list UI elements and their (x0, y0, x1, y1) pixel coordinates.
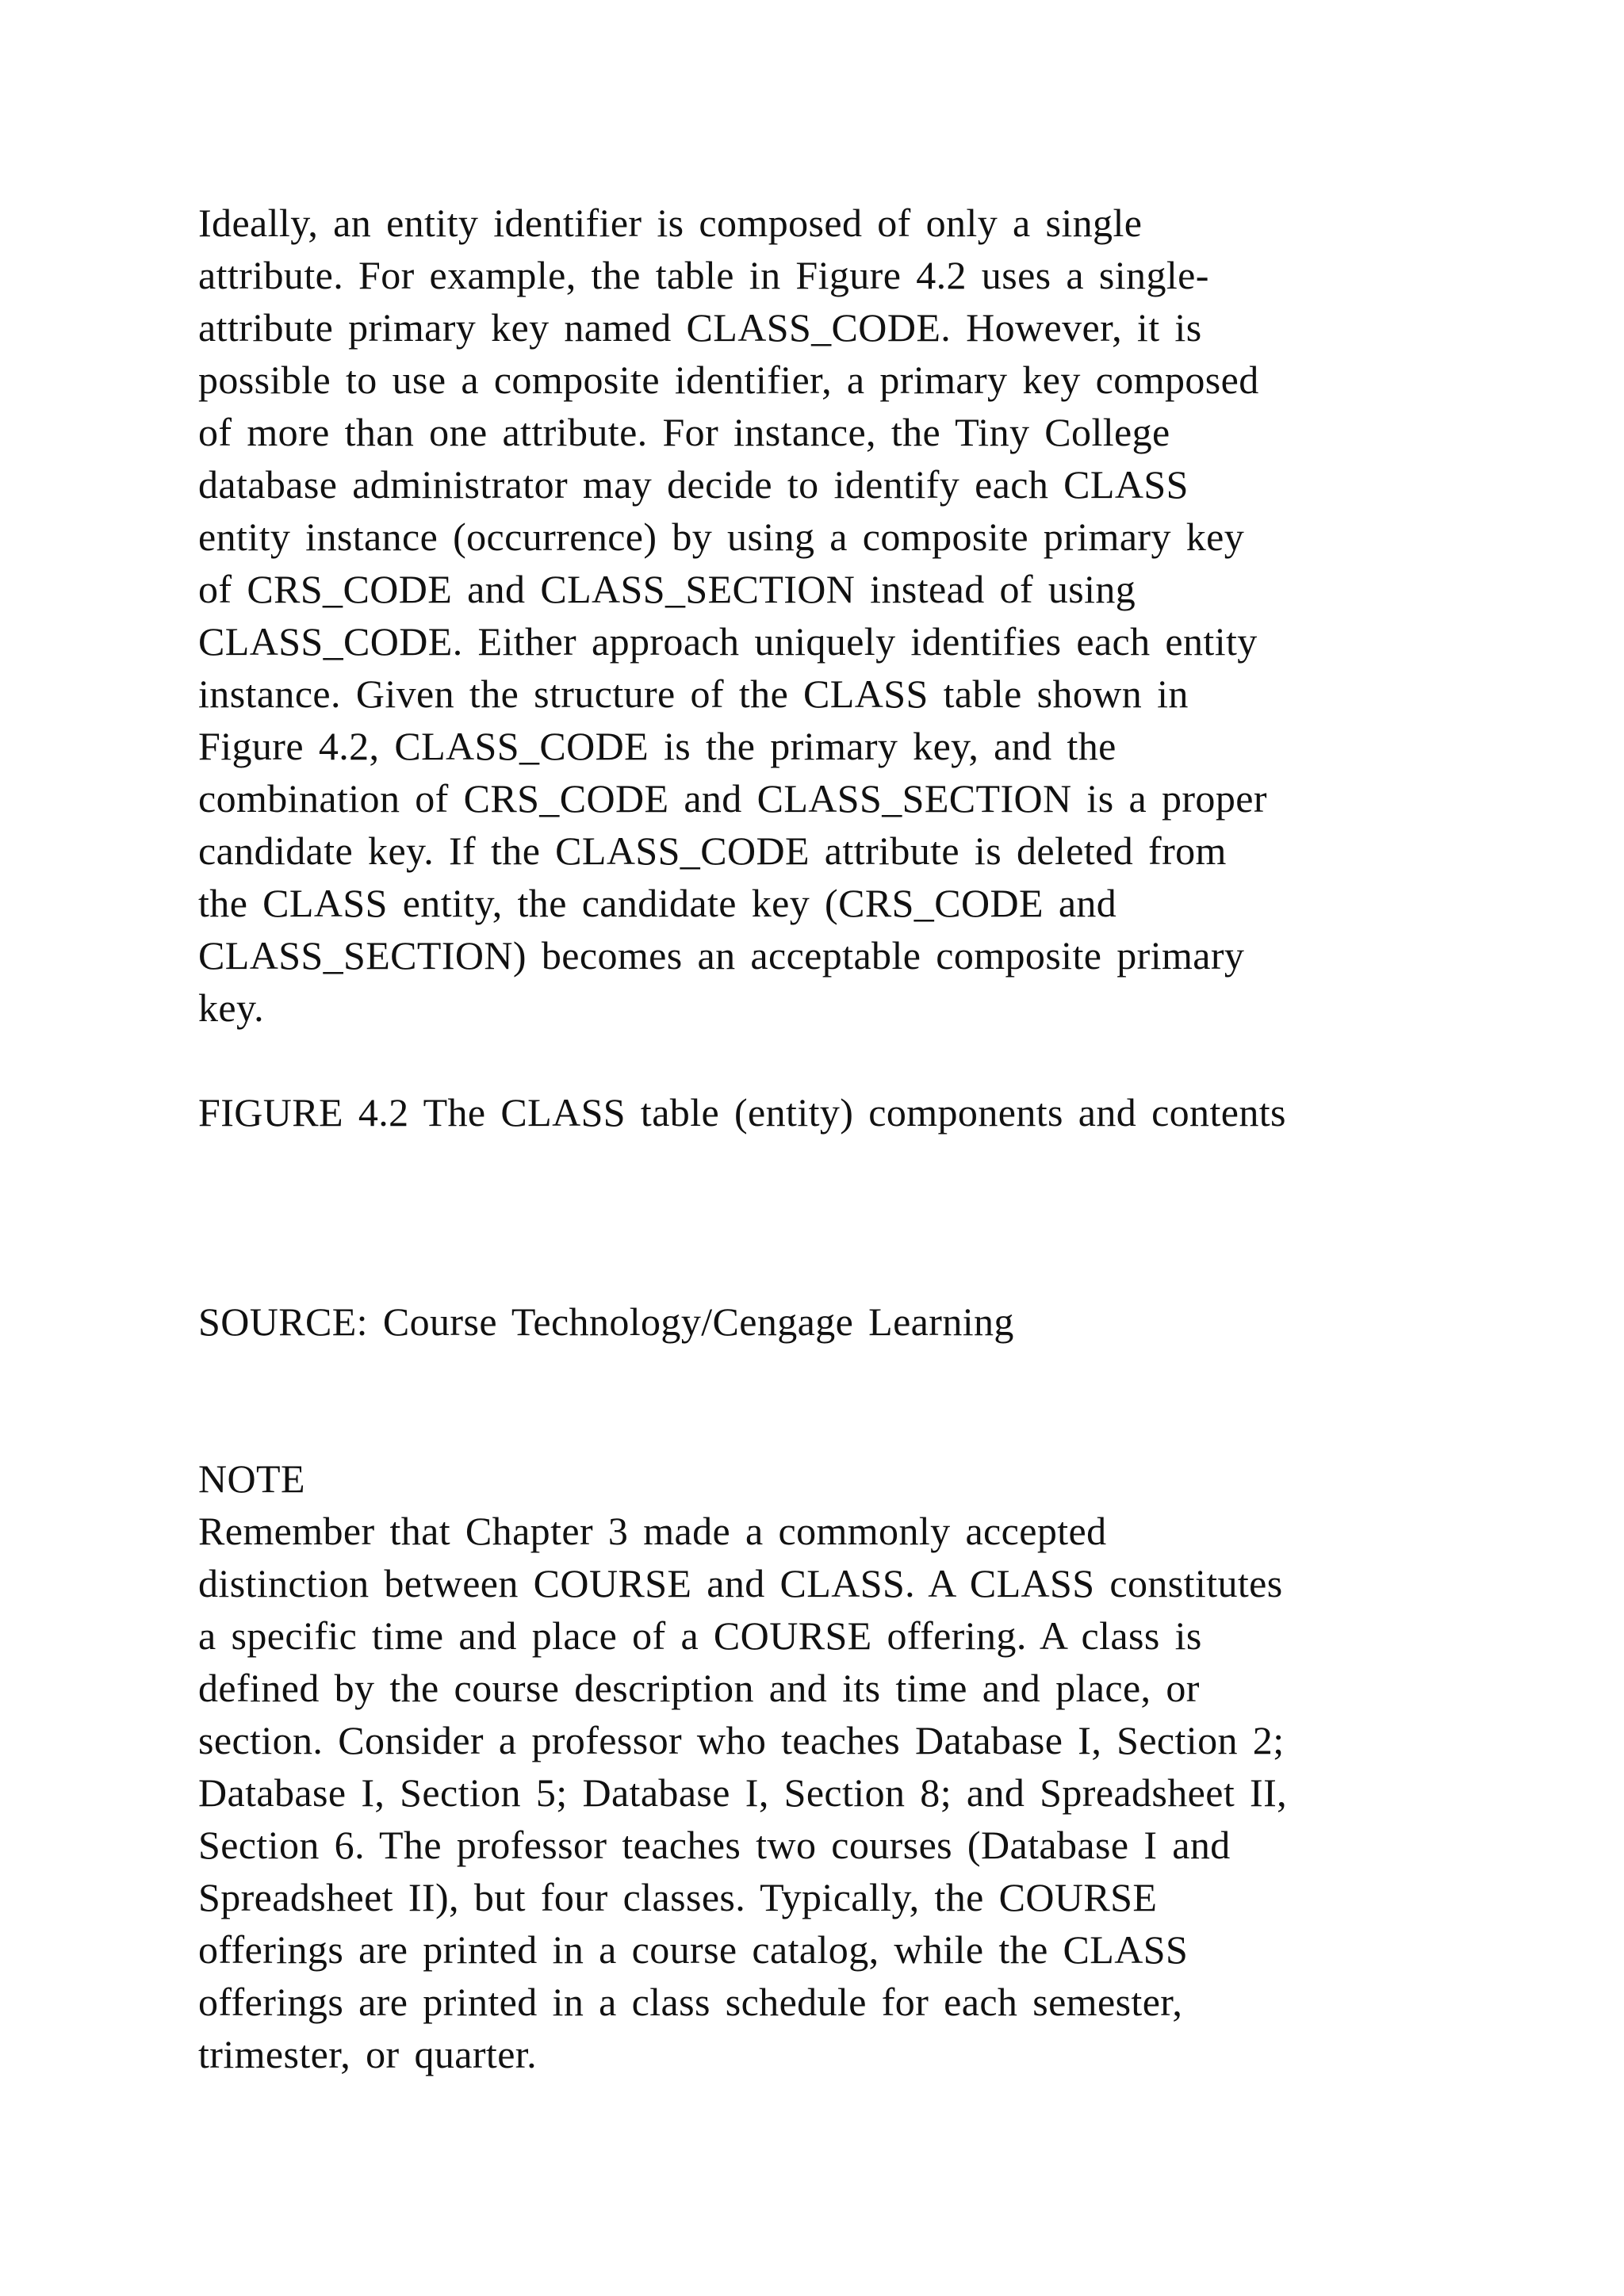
figure-caption: FIGURE 4.2 The CLASS table (entity) components and contents (198, 1090, 1286, 1135)
paragraph-line: CLASS_CODE. Either approach uniquely identifies each entity (198, 619, 1258, 664)
note-heading: NOTE (198, 1456, 305, 1501)
paragraph-line: entity instance (occurrence) by using a composite primary key (198, 515, 1245, 559)
note-line: section. Consider a professor who teaches Database I, Section 2; (198, 1718, 1285, 1762)
paragraph-line: possible to use a composite identifier, a primary key composed (198, 358, 1259, 402)
note-line: Spreadsheet II), but four classes. Typically, the COURSE (198, 1875, 1158, 1919)
note-line: a specific time and place of a COURSE offering. A class is (198, 1613, 1202, 1658)
note-line: Remember that Chapter 3 made a commonly accepted (198, 1509, 1107, 1553)
paragraph-line: CLASS_SECTION) becomes an acceptable composite primary (198, 933, 1245, 978)
figure-source: SOURCE: Course Technology/Cengage Learning (198, 1299, 1014, 1344)
paragraph-line: key. (198, 985, 265, 1030)
paragraph-line: Figure 4.2, CLASS_CODE is the primary key, and the (198, 724, 1116, 768)
note-line: defined by the course description and its time and place, or (198, 1666, 1200, 1710)
paragraph-line: the CLASS entity, the candidate key (CRS_CODE and (198, 881, 1117, 925)
paragraph-line: database administrator may decide to identify each CLASS (198, 462, 1189, 507)
note-line: Database I, Section 5; Database I, Section 8; and Spreadsheet II, (198, 1770, 1288, 1815)
paragraph-line: Ideally, an entity identifier is composed of only a single (198, 201, 1143, 245)
paragraph-line: attribute primary key named CLASS_CODE. However, it is (198, 305, 1202, 350)
note-line: trimester, or quarter. (198, 2032, 537, 2076)
note-line: offerings are printed in a course catalog, while the CLASS (198, 1927, 1189, 1972)
paragraph-line: attribute. For example, the table in Figure 4.2 uses a single- (198, 253, 1209, 297)
note-line: offerings are printed in a class schedule for each semester, (198, 1980, 1183, 2024)
paragraph-line: candidate key. If the CLASS_CODE attribute is deleted from (198, 828, 1227, 873)
paragraph-line: of more than one attribute. For instance, the Tiny College (198, 410, 1170, 454)
paragraph-line: combination of CRS_CODE and CLASS_SECTION is a proper (198, 776, 1267, 821)
paragraph-line: instance. Given the structure of the CLASS table shown in (198, 672, 1189, 716)
paragraph-line: of CRS_CODE and CLASS_SECTION instead of using (198, 567, 1136, 611)
note-line: Section 6. The professor teaches two courses (Database I and (198, 1823, 1231, 1867)
note-line: distinction between COURSE and CLASS. A CLASS constitutes (198, 1561, 1283, 1605)
